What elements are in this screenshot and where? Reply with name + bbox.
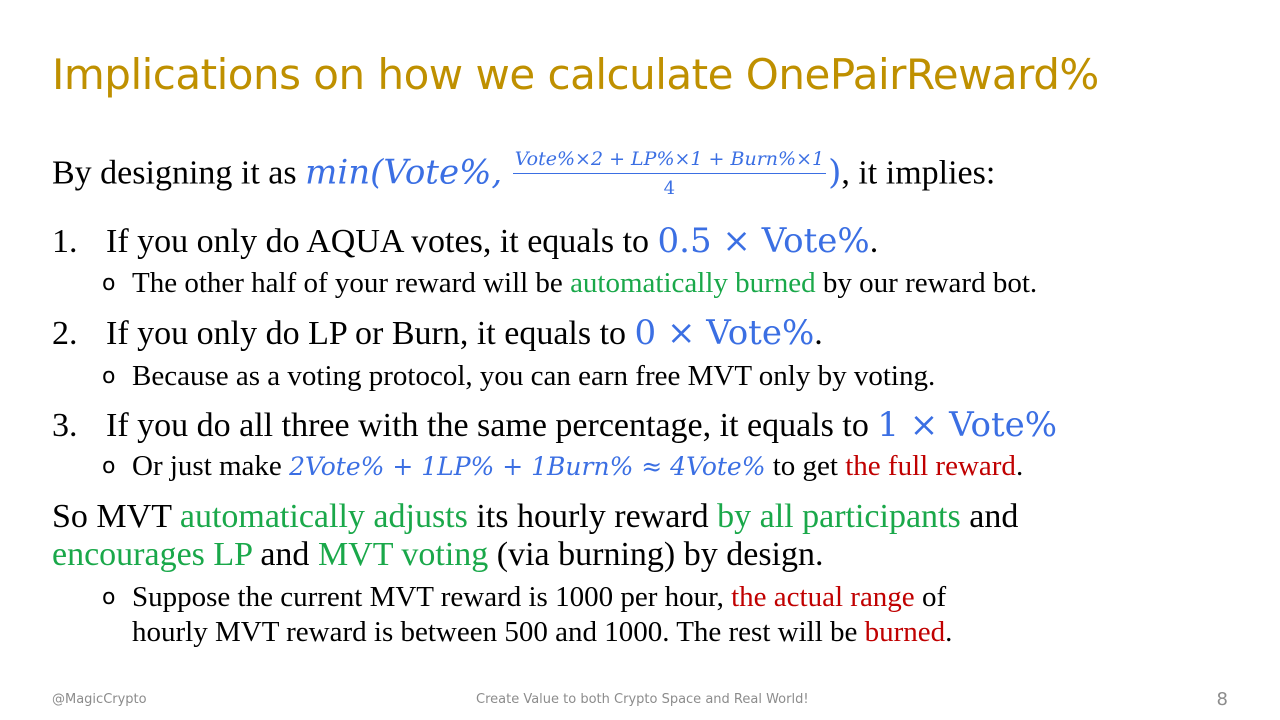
sub-text: Or just make bbox=[132, 450, 290, 482]
list-item bbox=[52, 221, 878, 261]
item-math: 0.5 × Vote% bbox=[657, 221, 870, 261]
formula-fraction bbox=[513, 148, 826, 199]
summary-green-text: MVT voting bbox=[317, 536, 489, 573]
item-math: 1 × Vote% bbox=[877, 405, 1058, 445]
sub-end: . bbox=[1015, 450, 1024, 482]
bullet-icon: o bbox=[102, 271, 116, 296]
summary-green-text: encourages LP bbox=[52, 536, 252, 573]
intro-prefix: By designing it as bbox=[52, 154, 306, 192]
summary-sub-line-1 bbox=[102, 581, 946, 614]
footer-left: @MagicCrypto bbox=[52, 692, 147, 707]
summary-line-1 bbox=[52, 498, 1018, 536]
summary-text: its hourly reward bbox=[467, 498, 718, 535]
item-number: 2. bbox=[52, 315, 78, 352]
sub-red-text: the actual range bbox=[731, 581, 915, 613]
item-end: . bbox=[814, 315, 823, 352]
item-text: If you do all three with the same percentage, it equals to bbox=[106, 407, 878, 444]
item-math: 0 × Vote% bbox=[634, 313, 815, 353]
summary-green-text: automatically adjusts bbox=[179, 498, 468, 535]
sub-green-text: automatically burned bbox=[570, 267, 816, 299]
summary-text: (via burning) by design. bbox=[488, 536, 824, 573]
sub-text-post: of bbox=[914, 581, 947, 613]
fraction-numerator: Vote%×2 + LP%×1 + Burn%×1 bbox=[514, 148, 825, 170]
intro-suffix: , it implies: bbox=[841, 154, 996, 192]
sub-red-text: the full reward bbox=[845, 450, 1016, 482]
formula-min-tail: ) bbox=[828, 152, 842, 193]
sub-text-mid: to get bbox=[765, 450, 846, 482]
sub-item bbox=[102, 450, 1023, 483]
list-item bbox=[52, 313, 823, 353]
item-end: . bbox=[869, 223, 879, 260]
sub-math: 2Vote% + 1LP% + 1Burn% ≈ 4Vote% bbox=[289, 452, 766, 481]
bullet-icon: o bbox=[102, 585, 116, 610]
bullet-icon: o bbox=[102, 454, 116, 479]
sub-item bbox=[102, 267, 1037, 300]
footer-center: Create Value to both Crypto Space and Real World! bbox=[476, 692, 809, 707]
summary-sub-line-2 bbox=[132, 616, 952, 649]
fraction-denominator: 4 bbox=[513, 173, 826, 199]
page-number: 8 bbox=[1216, 689, 1228, 710]
item-number: 3. bbox=[52, 407, 78, 444]
summary-line-2 bbox=[52, 536, 824, 574]
formula-min-head: min(Vote%, bbox=[305, 152, 503, 193]
sub-text: Suppose the current MVT reward is 1000 per hour, bbox=[132, 581, 732, 613]
slide-title: Implications on how we calculate OnePairReward% bbox=[52, 50, 1099, 99]
bullet-icon: o bbox=[102, 364, 116, 389]
summary-text: and bbox=[960, 498, 1019, 535]
item-text: If you only do LP or Burn, it equals to bbox=[106, 315, 635, 352]
item-number: 1. bbox=[52, 223, 78, 260]
sub-red-text: burned bbox=[864, 616, 946, 648]
sub-text: hourly MVT reward is between 500 and 1000. The rest will be bbox=[132, 616, 865, 648]
sub-end: . bbox=[945, 616, 953, 648]
sub-item bbox=[102, 360, 935, 393]
intro-line bbox=[52, 150, 995, 201]
summary-text: and bbox=[251, 536, 318, 573]
list-item bbox=[52, 405, 1057, 445]
item-text: If you only do AQUA votes, it equals to bbox=[106, 223, 658, 260]
summary-text: So MVT bbox=[52, 498, 180, 535]
sub-text-post: by our reward bot. bbox=[815, 267, 1038, 299]
summary-green-text: by all participants bbox=[717, 498, 961, 535]
sub-text: Because as a voting protocol, you can earn free MVT only by voting. bbox=[132, 360, 936, 392]
sub-text: The other half of your reward will be bbox=[132, 267, 571, 299]
